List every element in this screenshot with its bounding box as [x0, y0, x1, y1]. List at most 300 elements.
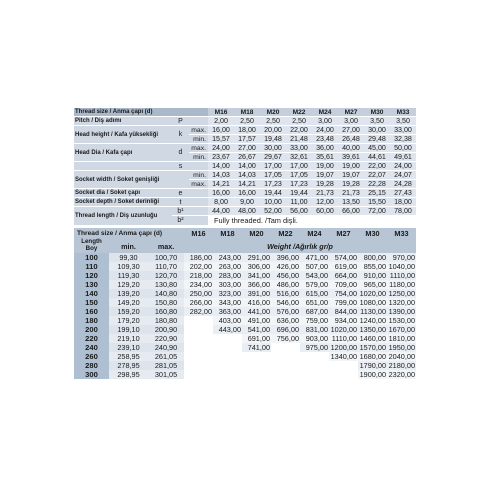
- table-row: [74, 325, 416, 334]
- length-max: 220,90: [148, 334, 184, 343]
- weight-value: 2040,00: [388, 352, 416, 362]
- weight-value: 323,00: [213, 289, 242, 298]
- weight-value: [329, 370, 358, 379]
- weight-value: 756,00: [271, 334, 300, 343]
- socket-dia-value: 19,44: [286, 189, 312, 198]
- size-header: M30: [364, 108, 390, 117]
- size-header: M24: [300, 228, 329, 239]
- head-dia-min: 29,67: [260, 153, 286, 162]
- length-min: 239,10: [109, 343, 148, 352]
- socket-width-max: 19,28: [338, 180, 364, 189]
- weight-value: [271, 352, 300, 361]
- weight-value: 202,00: [184, 262, 213, 271]
- head-dia-max: 30,00: [260, 144, 286, 153]
- weight-value: 741,00: [242, 343, 271, 352]
- weight-value: 416,00: [242, 298, 271, 307]
- head-dia-max: 24,00: [208, 144, 234, 153]
- socket-width-max: 17,23: [286, 180, 312, 189]
- table-row: [74, 343, 416, 352]
- socket-dia-label: Socket dia / Soket çapı: [74, 189, 172, 198]
- weight-value: 754,00: [329, 289, 358, 298]
- head-height-max-row: [74, 126, 416, 135]
- max-label: max.: [189, 144, 208, 153]
- socket-dia-value: 27,43: [390, 189, 416, 198]
- weight-table: [74, 228, 416, 379]
- length-min: 109,30: [109, 262, 148, 271]
- s-value: 19,00: [338, 162, 364, 171]
- length-min: 199,10: [109, 325, 148, 334]
- size-header: M24: [312, 108, 338, 117]
- thread-length-value: 78,00: [390, 207, 416, 216]
- min-label: min.: [189, 171, 208, 180]
- table-row: [74, 361, 416, 370]
- s-value: 14,00: [234, 162, 260, 171]
- socket-depth-value: 12,00: [312, 198, 338, 207]
- length-value: 260: [74, 352, 109, 361]
- weight-value: [213, 343, 242, 352]
- length-value: 300: [74, 370, 109, 379]
- weight-value: 1080,00: [359, 298, 387, 308]
- weight-value: [300, 361, 329, 370]
- thread-length-symbol-b1: b¹: [172, 207, 189, 216]
- thread-size-label: Thread size / Anma çapı (d): [74, 108, 208, 117]
- socket-dia-value: 21,73: [338, 189, 364, 198]
- weight-value: 1110,00: [329, 334, 358, 343]
- table-row: [74, 289, 416, 298]
- table-row: [74, 280, 416, 289]
- socket-depth-value: 15,50: [364, 198, 390, 207]
- weight-value: [184, 325, 213, 334]
- socket-width-min: 19,07: [312, 171, 338, 180]
- pitch-value: 3,00: [338, 117, 364, 126]
- weight-value: 759,00: [300, 316, 329, 325]
- weight-value: 303,00: [213, 280, 242, 289]
- length-max: 130,80: [148, 280, 184, 289]
- length-max: 281,05: [148, 361, 184, 370]
- length-value: 240: [74, 343, 109, 352]
- length-value: 140: [74, 289, 109, 298]
- length-max: 200,90: [148, 325, 184, 334]
- weight-value: 541,00: [242, 325, 271, 334]
- weight-value: 651,00: [300, 298, 329, 307]
- head-dia-min: 32,61: [286, 153, 312, 162]
- length-max: 150,80: [148, 298, 184, 307]
- weight-value: 1020,00: [330, 325, 358, 335]
- table-row: [74, 253, 416, 262]
- weight-value: 800,00: [358, 253, 387, 262]
- length-min: 258,95: [109, 352, 148, 361]
- socket-width-min: 14,03: [208, 171, 234, 180]
- bolt-spec-sheet: [74, 108, 416, 379]
- length-max: 110,70: [148, 262, 184, 271]
- socket-depth-value: 11,00: [286, 198, 312, 207]
- head-height-min: 23,48: [312, 135, 338, 144]
- weight-value: 709,00: [329, 280, 358, 289]
- s-value: 19,00: [312, 162, 338, 171]
- weight-value: 1810,00: [388, 334, 416, 344]
- weight-value: 2180,00: [388, 361, 416, 371]
- weight-value: [242, 370, 271, 379]
- size-header: M20: [260, 108, 286, 117]
- pitch-row: [74, 117, 416, 126]
- weight-value: 443,00: [213, 325, 242, 334]
- weight-value: 250,00: [184, 289, 213, 298]
- min-label: min.: [189, 135, 208, 144]
- weight-value: 491,00: [242, 316, 271, 325]
- weight-value: 1130,00: [358, 307, 387, 316]
- pitch-value: 3,00: [312, 117, 338, 126]
- socket-width-min: 14,03: [234, 171, 260, 180]
- weight-value: 391,00: [242, 289, 271, 298]
- s-value: 17,00: [260, 162, 286, 171]
- max-label: max.: [148, 239, 184, 253]
- socket-depth-value: 13,50: [338, 198, 364, 207]
- pitch-value: 2,00: [208, 117, 234, 126]
- size-header: M30: [358, 228, 387, 239]
- head-dia-min: 35,61: [312, 153, 338, 162]
- weight-value: 456,00: [271, 271, 300, 280]
- head-height-min: 26,48: [338, 135, 364, 144]
- size-header: M33: [387, 228, 416, 239]
- length-min: 129,20: [109, 280, 148, 289]
- pitch-value: 2,50: [260, 117, 286, 126]
- socket-width-max: 24,28: [390, 180, 416, 189]
- weight-value: 516,00: [271, 289, 300, 298]
- head-dia-max-row: [74, 144, 416, 153]
- thread-length-value: 48,00: [234, 207, 260, 216]
- socket-width-min: 17,05: [260, 171, 286, 180]
- weight-value: 546,00: [271, 298, 300, 307]
- pitch-value: 3,50: [390, 117, 416, 126]
- socket-depth-row: [74, 198, 416, 207]
- head-height-max: 30,00: [364, 126, 390, 135]
- s-value: 17,00: [286, 162, 312, 171]
- weight-value: 696,00: [271, 325, 300, 334]
- length-max: 180,80: [148, 316, 184, 325]
- dimension-table: [74, 108, 416, 226]
- head-height-max: 33,00: [390, 126, 416, 135]
- size-header: M27: [329, 228, 358, 239]
- weight-value: [213, 370, 242, 379]
- size-header: M27: [338, 108, 364, 117]
- min-label: min.: [189, 153, 208, 162]
- max-label: max.: [189, 126, 208, 135]
- weight-value: [213, 334, 242, 343]
- table-row: [74, 352, 416, 361]
- weight-value: 471,00: [300, 253, 329, 262]
- socket-depth-value: 9,00: [234, 198, 260, 207]
- table-row: [74, 316, 416, 325]
- pitch-label: Pitch / Diş adımı: [74, 117, 172, 126]
- socket-width-max-row: [74, 171, 416, 180]
- length-value: 120: [74, 271, 109, 280]
- weight-value: [271, 370, 300, 379]
- weight-value: 855,00: [358, 262, 387, 271]
- weight-value: 910,00: [358, 271, 387, 280]
- weight-value: 1680,00: [359, 352, 387, 362]
- weight-value: 291,00: [242, 253, 271, 262]
- length-max: 261,05: [148, 352, 184, 361]
- weight-value: 1340,00: [330, 352, 358, 362]
- weight-value: 615,00: [300, 289, 329, 298]
- head-height-min: 32,38: [390, 135, 416, 144]
- table-row: [74, 334, 416, 343]
- socket-depth-value: 18,00: [390, 198, 416, 207]
- weight-value: [184, 361, 213, 370]
- weight-value: 507,00: [300, 262, 329, 271]
- socket-width-min: 17,05: [286, 171, 312, 180]
- weight-value: 341,00: [242, 271, 271, 280]
- weight-value: 975,00: [300, 343, 329, 352]
- size-header: M16: [184, 228, 213, 239]
- weight-value: 486,00: [271, 280, 300, 289]
- head-dia-max: 40,00: [338, 144, 364, 153]
- weight-value: 844,00: [329, 307, 358, 316]
- weight-subheader-row: [74, 239, 416, 253]
- weight-value: [300, 352, 329, 361]
- weight-value: 903,00: [300, 334, 329, 343]
- socket-width-min: 22,07: [364, 171, 390, 180]
- head-height-min: 17,57: [234, 135, 260, 144]
- socket-depth-label: Socket depth / Soket derinliği: [74, 198, 172, 207]
- weight-value: 543,00: [300, 271, 329, 280]
- weight-value: 1530,00: [388, 316, 416, 326]
- min-label: min.: [109, 239, 148, 253]
- weight-value: [184, 316, 213, 325]
- s-row: [74, 162, 416, 171]
- head-height-min: 21,48: [286, 135, 312, 144]
- length-max: 140,80: [148, 289, 184, 298]
- weight-value: 1020,00: [359, 289, 387, 299]
- weight-value: 965,00: [358, 280, 387, 289]
- table-row: [74, 271, 416, 280]
- length-value: 130: [74, 280, 109, 289]
- head-dia-max: 50,00: [390, 144, 416, 153]
- length-min: 278,95: [109, 361, 148, 370]
- weight-value: 426,00: [271, 262, 300, 271]
- weight-value: 636,00: [271, 316, 300, 325]
- weight-value: 396,00: [271, 253, 300, 262]
- weight-value: [184, 370, 213, 379]
- weight-table-title: Thread size / Anma çapı (d): [74, 228, 184, 239]
- thread-length-value: 66,00: [338, 207, 364, 216]
- weight-value: 1040,00: [388, 262, 416, 272]
- socket-depth-value: 8,00: [208, 198, 234, 207]
- thread-length-symbol-b2: b²: [172, 216, 189, 226]
- weight-value: 186,00: [184, 253, 213, 262]
- weight-value: 687,00: [300, 307, 329, 316]
- length-value: 200: [74, 325, 109, 334]
- weight-value: 263,00: [213, 262, 242, 271]
- length-max: 120,70: [148, 271, 184, 280]
- socket-dia-value: 16,00: [208, 189, 234, 198]
- weight-value: [184, 352, 213, 361]
- size-header: M20: [242, 228, 271, 239]
- fully-threaded-note: Fully threaded. /Tam dişli.: [208, 216, 416, 226]
- weight-value: [271, 343, 300, 352]
- weight-label: Weight /Ağırlık gr/p: [184, 239, 416, 253]
- size-header: M22: [286, 108, 312, 117]
- head-height-max: 24,00: [312, 126, 338, 135]
- weight-value: 664,00: [329, 271, 358, 280]
- head-height-max: 27,00: [338, 126, 364, 135]
- weight-value: 1240,00: [359, 316, 387, 326]
- weight-value: 1110,00: [387, 271, 416, 280]
- length-max: 100,70: [148, 253, 184, 262]
- head-height-max: 16,00: [208, 126, 234, 135]
- length-label: Length Boy: [74, 239, 109, 253]
- weight-value: 366,00: [242, 280, 271, 289]
- table-row: [74, 307, 416, 316]
- socket-dia-value: 25,15: [364, 189, 390, 198]
- weight-value: [213, 361, 242, 370]
- weight-value: 1950,00: [388, 343, 416, 353]
- size-header: M22: [271, 228, 300, 239]
- weight-value: [213, 352, 242, 361]
- head-dia-min: 23,67: [208, 153, 234, 162]
- length-max: 160,80: [148, 307, 184, 316]
- thread-length-row-1: [74, 207, 416, 216]
- length-value: 180: [74, 316, 109, 325]
- length-max: 240,90: [148, 343, 184, 352]
- head-height-max: 20,00: [260, 126, 286, 135]
- socket-depth-value: 10,00: [260, 198, 286, 207]
- weight-value: 363,00: [213, 307, 242, 316]
- head-dia-min: 49,61: [390, 153, 416, 162]
- head-dia-min: 39,61: [338, 153, 364, 162]
- head-dia-min: 44,61: [364, 153, 390, 162]
- weight-value: 1180,00: [387, 280, 416, 289]
- length-min: 159,20: [109, 307, 148, 316]
- weight-value: 576,00: [271, 307, 300, 316]
- pitch-value: 2,50: [234, 117, 260, 126]
- weight-value: 1900,00: [359, 370, 387, 380]
- weight-value: 619,00: [329, 262, 358, 271]
- weight-value: 243,00: [213, 253, 242, 262]
- weight-value: 234,00: [184, 280, 213, 289]
- weight-value: 1250,00: [388, 289, 416, 299]
- weight-value: 1790,00: [359, 361, 387, 371]
- head-dia-symbol: d: [172, 144, 189, 162]
- head-height-max: 22,00: [286, 126, 312, 135]
- socket-dia-symbol: e: [172, 189, 189, 198]
- head-height-min: 29,48: [364, 135, 390, 144]
- length-value: 110: [74, 262, 109, 271]
- weight-value: 579,00: [300, 280, 329, 289]
- size-header: M18: [213, 228, 242, 239]
- weight-value: [242, 361, 271, 370]
- socket-dia-value: 21,73: [312, 189, 338, 198]
- head-height-min: 19,48: [260, 135, 286, 144]
- thread-size-row: [74, 108, 416, 117]
- head-height-max: 18,00: [234, 126, 260, 135]
- table-row: [74, 262, 416, 271]
- weight-value: [184, 343, 213, 352]
- thread-length-label: Thread length / Diş uzunluğu: [74, 207, 172, 226]
- weight-size-header-row: [74, 228, 416, 239]
- weight-value: [242, 352, 271, 361]
- weight-value: [329, 361, 358, 370]
- weight-value: 343,00: [213, 298, 242, 307]
- weight-value: 1350,00: [359, 325, 387, 335]
- weight-value: [184, 334, 213, 343]
- head-dia-label: Head Dia / Kafa çapı: [74, 144, 172, 162]
- pitch-value: 2,50: [286, 117, 312, 126]
- s-symbol: s: [172, 162, 189, 171]
- thread-length-value: 44,00: [208, 207, 234, 216]
- socket-width-max: 14,21: [234, 180, 260, 189]
- weight-value: 970,00: [387, 253, 416, 262]
- s-value: 14,00: [208, 162, 234, 171]
- weight-value: 831,00: [300, 325, 329, 334]
- weight-value: [300, 370, 329, 379]
- thread-length-value: 56,00: [286, 207, 312, 216]
- max-label: max.: [189, 180, 208, 189]
- weight-value: 306,00: [242, 262, 271, 271]
- weight-value: 1570,00: [359, 343, 387, 353]
- weight-value: 218,00: [184, 271, 213, 280]
- weight-value: 1390,00: [388, 307, 416, 317]
- pitch-symbol: P: [172, 117, 189, 126]
- socket-dia-row: [74, 189, 416, 198]
- table-row: [74, 370, 416, 379]
- weight-value: 441,00: [242, 307, 271, 316]
- thread-length-value: 72,00: [364, 207, 390, 216]
- socket-depth-symbol: t: [172, 198, 189, 207]
- weight-value: 283,00: [213, 271, 242, 280]
- head-height-label: Head height / Kafa yüksekliği: [74, 126, 172, 144]
- socket-width-max: 19,28: [312, 180, 338, 189]
- socket-width-max: 22,28: [364, 180, 390, 189]
- socket-dia-value: 16,00: [234, 189, 260, 198]
- length-min: 298,95: [109, 370, 148, 379]
- length-min: 99,30: [109, 253, 148, 262]
- head-dia-max: 36,00: [312, 144, 338, 153]
- head-dia-max: 33,00: [286, 144, 312, 153]
- socket-width-min: 19,07: [338, 171, 364, 180]
- length-min: 149,20: [109, 298, 148, 307]
- weight-value: 1200,00: [330, 343, 358, 353]
- head-dia-min: 26,67: [234, 153, 260, 162]
- weight-value: 282,00: [184, 307, 213, 316]
- length-value: 280: [74, 361, 109, 370]
- thread-length-value: 52,00: [260, 207, 286, 216]
- size-header: M33: [390, 108, 416, 117]
- weight-value: 266,00: [184, 298, 213, 307]
- weight-value: 574,00: [329, 253, 358, 262]
- length-min: 179,20: [109, 316, 148, 325]
- length-min: 139,20: [109, 289, 148, 298]
- size-header: M18: [234, 108, 260, 117]
- thread-length-value: 60,00: [312, 207, 338, 216]
- weight-value: [271, 361, 300, 370]
- length-min: 119,30: [109, 271, 148, 280]
- head-height-min: 15,57: [208, 135, 234, 144]
- socket-width-min: 24,07: [390, 171, 416, 180]
- socket-dia-value: 19,44: [260, 189, 286, 198]
- weight-value: 934,00: [329, 316, 358, 325]
- socket-width-max: 14,21: [208, 180, 234, 189]
- weight-value: 1670,00: [388, 325, 416, 335]
- length-value: 100: [74, 253, 109, 262]
- weight-value: 1320,00: [388, 298, 416, 308]
- socket-width-label: Socket width / Soket genişliği: [74, 171, 172, 189]
- size-header: M16: [208, 108, 234, 117]
- head-dia-max: 27,00: [234, 144, 260, 153]
- weight-value: 1460,00: [359, 334, 387, 344]
- length-value: 160: [74, 307, 109, 316]
- head-dia-max: 45,00: [364, 144, 390, 153]
